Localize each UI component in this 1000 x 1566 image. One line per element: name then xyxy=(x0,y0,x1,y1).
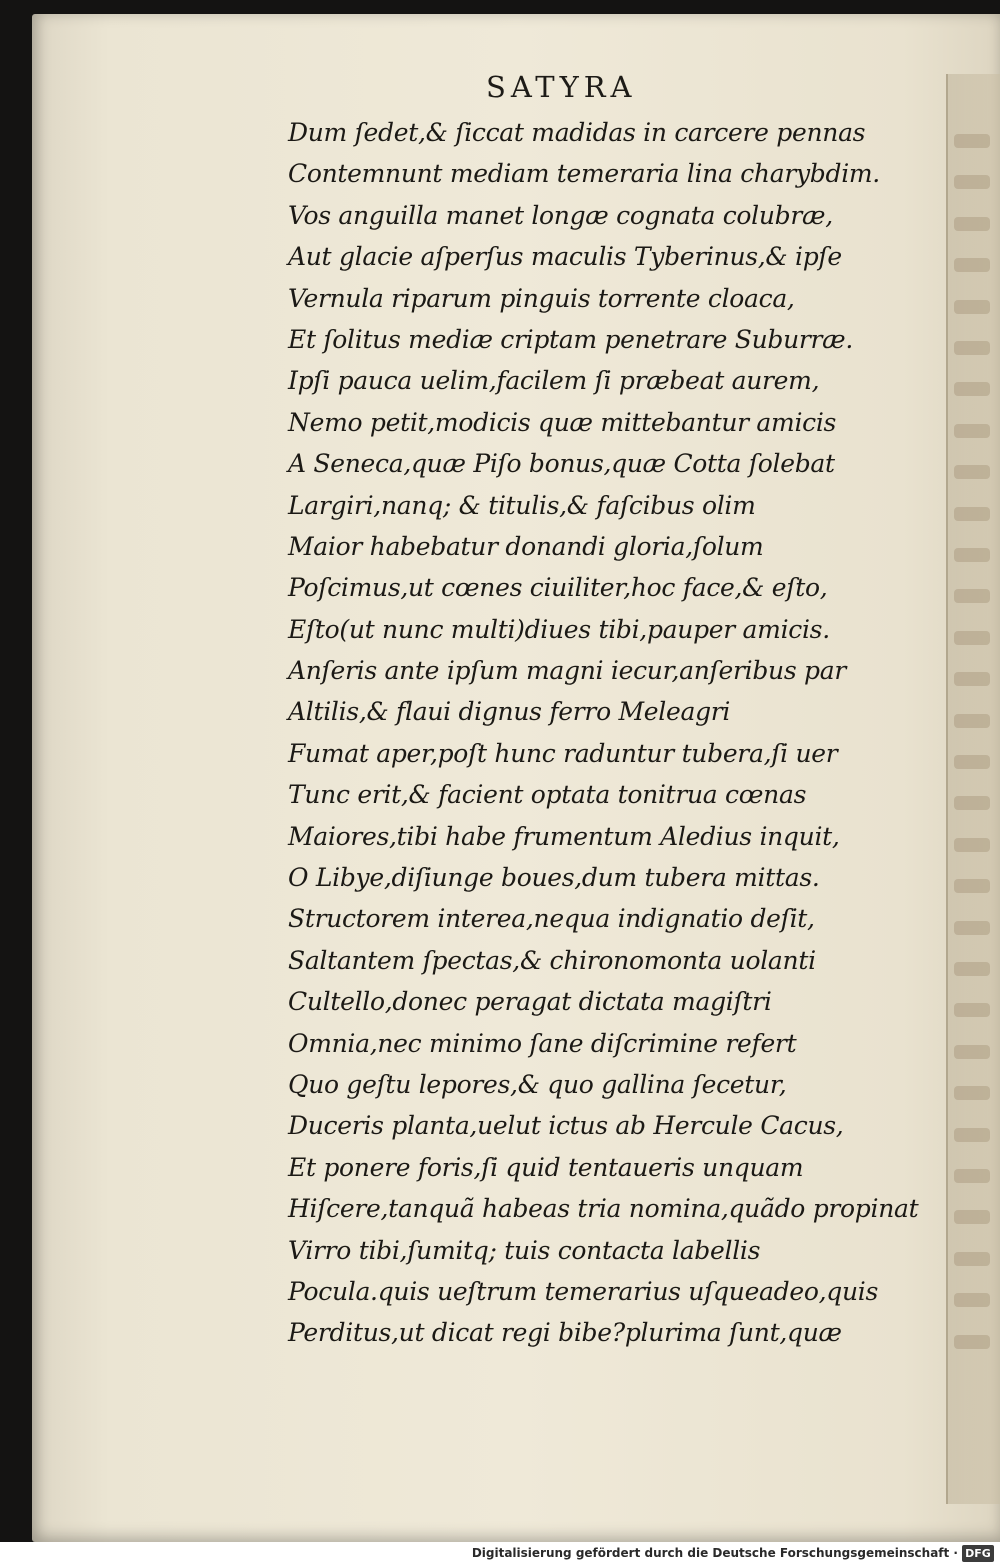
verse-line: Maiores,tibi habe frumentum Aledius inquit, xyxy=(288,821,840,851)
verse-line: Et ponere foris,ſi quid tentaueris unquam xyxy=(288,1152,804,1182)
verse-line: Hiſcere,tanquã habeas tria nomina,quãdo propinat xyxy=(288,1194,919,1224)
verse-line: Quo geſtu lepores,& quo gallina ſecetur, xyxy=(288,1069,787,1099)
verse-line: Fumat aper,poſt hunc raduntur tubera,ſi uer xyxy=(288,738,838,768)
verse-line: O Libye,diſiunge boues,dum tubera mittas. xyxy=(288,863,820,893)
verse-line: Omnia,nec minimo ſane diſcrimine refert xyxy=(288,1028,797,1058)
dfg-logo: DFG xyxy=(962,1545,994,1562)
verse-line: Aut glacie aſperſus maculis Tyberinus,& ipſe xyxy=(288,242,842,272)
verse-line: Anſeris ante ipſum magni iecur,anſeribus par xyxy=(288,656,846,686)
verse-line: Altilis,& flaui dignus ferro Meleagri xyxy=(288,697,731,727)
verse-line: Vos anguilla manet longæ cognata colubræ, xyxy=(288,200,833,230)
verse-line: Pocula.quis ueſtrum temerarius uſqueadeo,quis xyxy=(288,1276,878,1306)
verse-line: Virro tibi,ſumitq; tuis contacta labellis xyxy=(288,1235,761,1265)
verse-line: Contemnunt mediam temeraria lina charybdim. xyxy=(288,159,880,189)
running-head: SATYRA xyxy=(486,70,637,104)
verse-line: Poſcimus,ut cœnes ciuiliter,hoc face,& eſto, xyxy=(288,573,828,603)
verse-line: Structorem interea,nequa indignatio deſit, xyxy=(288,904,815,934)
verse-line: Cultello,donec peragat dictata magiſtri xyxy=(288,987,772,1017)
verse-line: Ipſi pauca uelim,facilem ſi præbeat aurem, xyxy=(288,366,820,396)
verse-line: Eſto(ut nunc multi)diues tibi,pauper amicis. xyxy=(288,614,830,644)
verse-line: Saltantem ſpectas,& chironomonta uolanti xyxy=(288,945,816,975)
funding-notice: Digitalisierung gefördert durch die Deutsche Forschungsgemeinschaft · xyxy=(471,1546,958,1560)
verse-line: Duceris planta,uelut ictus ab Hercule Cacus, xyxy=(288,1111,844,1141)
verse-line: Tunc erit,& facient optata tonitrua cœnas xyxy=(288,780,807,810)
verse-line: Perditus,ut dicat regi bibe?plurima ſunt,quæ xyxy=(288,1318,842,1348)
verse-line: Dum ſedet,& ſiccat madidas in carcere pennas xyxy=(288,118,866,147)
verse-line: Vernula riparum pinguis torrente cloaca, xyxy=(288,283,795,313)
verse-line: A Seneca,quæ Piſo bonus,quæ Cotta ſolebat xyxy=(288,449,835,479)
verse-line: Et ſolitus mediæ criptam penetrare Suburræ. xyxy=(288,324,854,354)
verse-block xyxy=(288,112,968,1354)
verse-line: Largiri,nanq; & titulis,& faſcibus olim xyxy=(288,490,756,520)
verse-line: Nemo petit,modicis quæ mittebantur amicis xyxy=(288,407,837,437)
verse-line: Maior habebatur donandi gloria,ſolum xyxy=(288,531,764,561)
digitization-footer xyxy=(0,1542,1000,1566)
